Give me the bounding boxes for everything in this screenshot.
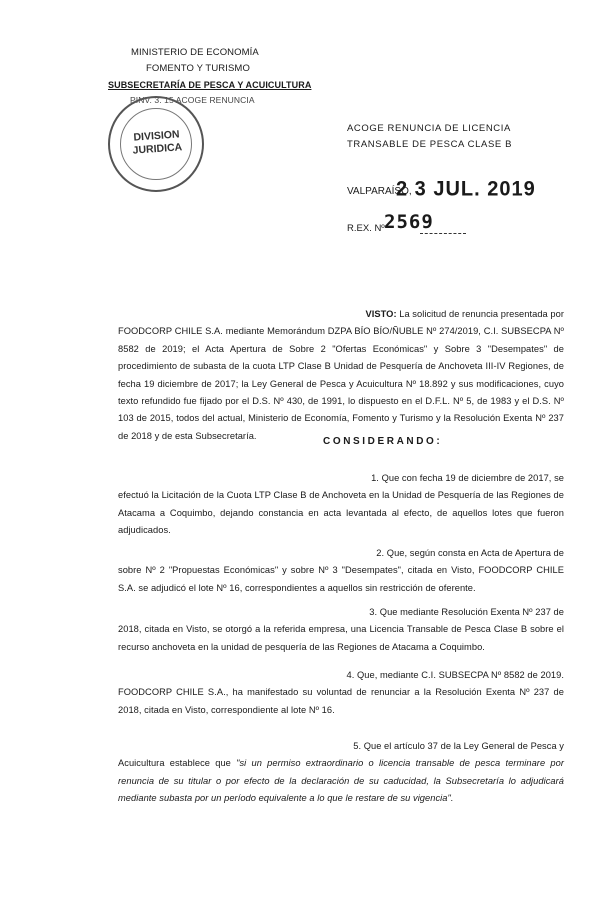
considerando-item-4: [118, 667, 564, 719]
considerando-heading: CONSIDERANDO:: [323, 436, 443, 447]
rex-number: 2569: [384, 211, 434, 233]
considerando-item-3: [118, 604, 564, 656]
considerando-item-2: [118, 545, 564, 597]
visto-first-line: [118, 306, 564, 323]
subsecretaria-name: SUBSECRETARÍA DE PESCA Y ACUICULTURA: [108, 80, 312, 90]
item-5-quote: "si un permiso extraordinario o licencia transable de pesca terminare por renuncia de su titular o por efecto de la declaración de su caducidad, la Subsecretaría lo adjudicará mediante subasta por un período equivalente a lo que le restare de su vigencia".: [118, 758, 564, 804]
considerando-item-5: [118, 738, 564, 808]
rex-label: R.EX. Nº: [347, 223, 385, 234]
item-3-first: 3. Que mediante Resolución Exenta Nº 237 de: [369, 607, 564, 617]
resolution-title: ACOGE RENUNCIA DE LICENCIA TRANSABLE DE PESCA CLASE B: [347, 123, 513, 150]
rex-number-dashes: [420, 233, 466, 234]
item-2-first: 2. Que, según consta en Acta de Apertura de: [376, 548, 564, 558]
visto-label: VISTO:: [365, 309, 397, 319]
item-1-first: 1. Que con fecha 19 de diciembre de 2017, se: [371, 473, 564, 483]
division-juridica-stamp: [108, 96, 204, 192]
visto-text-first: La solicitud de renuncia presentada por: [399, 309, 564, 319]
item-5-first: 5. Que el artículo 37 de la Ley General de Pesca y: [353, 741, 564, 751]
item-1-rest: efectuó la Licitación de la Cuota LTP Clase B de Anchoveta en la Unidad de Pesquería de las Regiones de Atacama a Coquimbo, dejando constancia en acta levantada al efecto, de aquellos lotes que fueron adjudicados.: [118, 490, 564, 536]
file-reference: PINV. 3. 15 ACOGE RENUNCIA: [130, 95, 255, 105]
stamp-label: [123, 128, 191, 159]
item-4-first: 4. Que, mediante C.I. SUBSECPA Nº 8582 de 2019.: [346, 670, 564, 680]
item-5-rest-plain: Acuicultura establece que: [118, 758, 237, 769]
item-3-rest: 2018, citada en Visto, se otorgó a la referida empresa, una Licencia Transable de Pesca Clase B sobre el recurso anchoveta en la unidad de pesquería de las Regiones de Atacama a Coquimbo.: [118, 624, 564, 652]
item-2-rest: sobre Nº 2 "Propuestas Económicas" y sobre Nº 3 "Desempates", citada en Visto, FOODCORP CHILE S.A. se adjudicó el lote Nº 16, correspondientes a aquellos sin restricción de oferente.: [118, 565, 564, 593]
resolution-date: 2 3 JUL. 2019: [396, 177, 536, 201]
visto-paragraph: [118, 306, 564, 445]
item-4-rest: FOODCORP CHILE S.A., ha manifestado su voluntad de renunciar a la Resolución Exenta Nº 237 de 2018, citada en Visto, correspondiente al lote Nº 16.: [118, 687, 564, 715]
visto-text-rest: FOODCORP CHILE S.A. mediante Memorándum DZPA BÍO BÍO/ÑUBLE Nº 274/2019, C.I. SUBSECPA Nº 8582 de 2019; el Acta Apertura de Sobre 2 "Ofertas Económicas" y Sobre 3 "Desempates" de procedimiento de subasta de la cuota LTP Clase B Unidad de Pesquería de Anchoveta III-IV Regiones, de fecha 19 diciembre de 2017; la Ley General de Pesca y Acuicultura Nº 18.892 y sus modificaciones, cuyo texto refundido fue fijado por el D.S. Nº 430, de 1991, lo dispuesto en el D.F.L. Nº 5, de 1983 y el D.S. Nº 103 de 2015, todos del actual, Ministerio de Economía, Fomento y Turismo y la Resolución Exenta Nº 237 de 2018 y de esta Subsecretaría.: [118, 326, 564, 441]
considerando-item-1: [118, 470, 564, 540]
stamp-line2: JURIDICA: [132, 141, 183, 157]
stamp-line1: DIVISION: [133, 128, 180, 144]
item-5-rest: [118, 755, 564, 807]
ministry-name-line1: MINISTERIO DE ECONOMÍA: [131, 47, 259, 58]
ministry-name-line2: FOMENTO Y TURISMO: [146, 63, 250, 74]
place-label: VALPARAÍSO,: [347, 186, 412, 197]
